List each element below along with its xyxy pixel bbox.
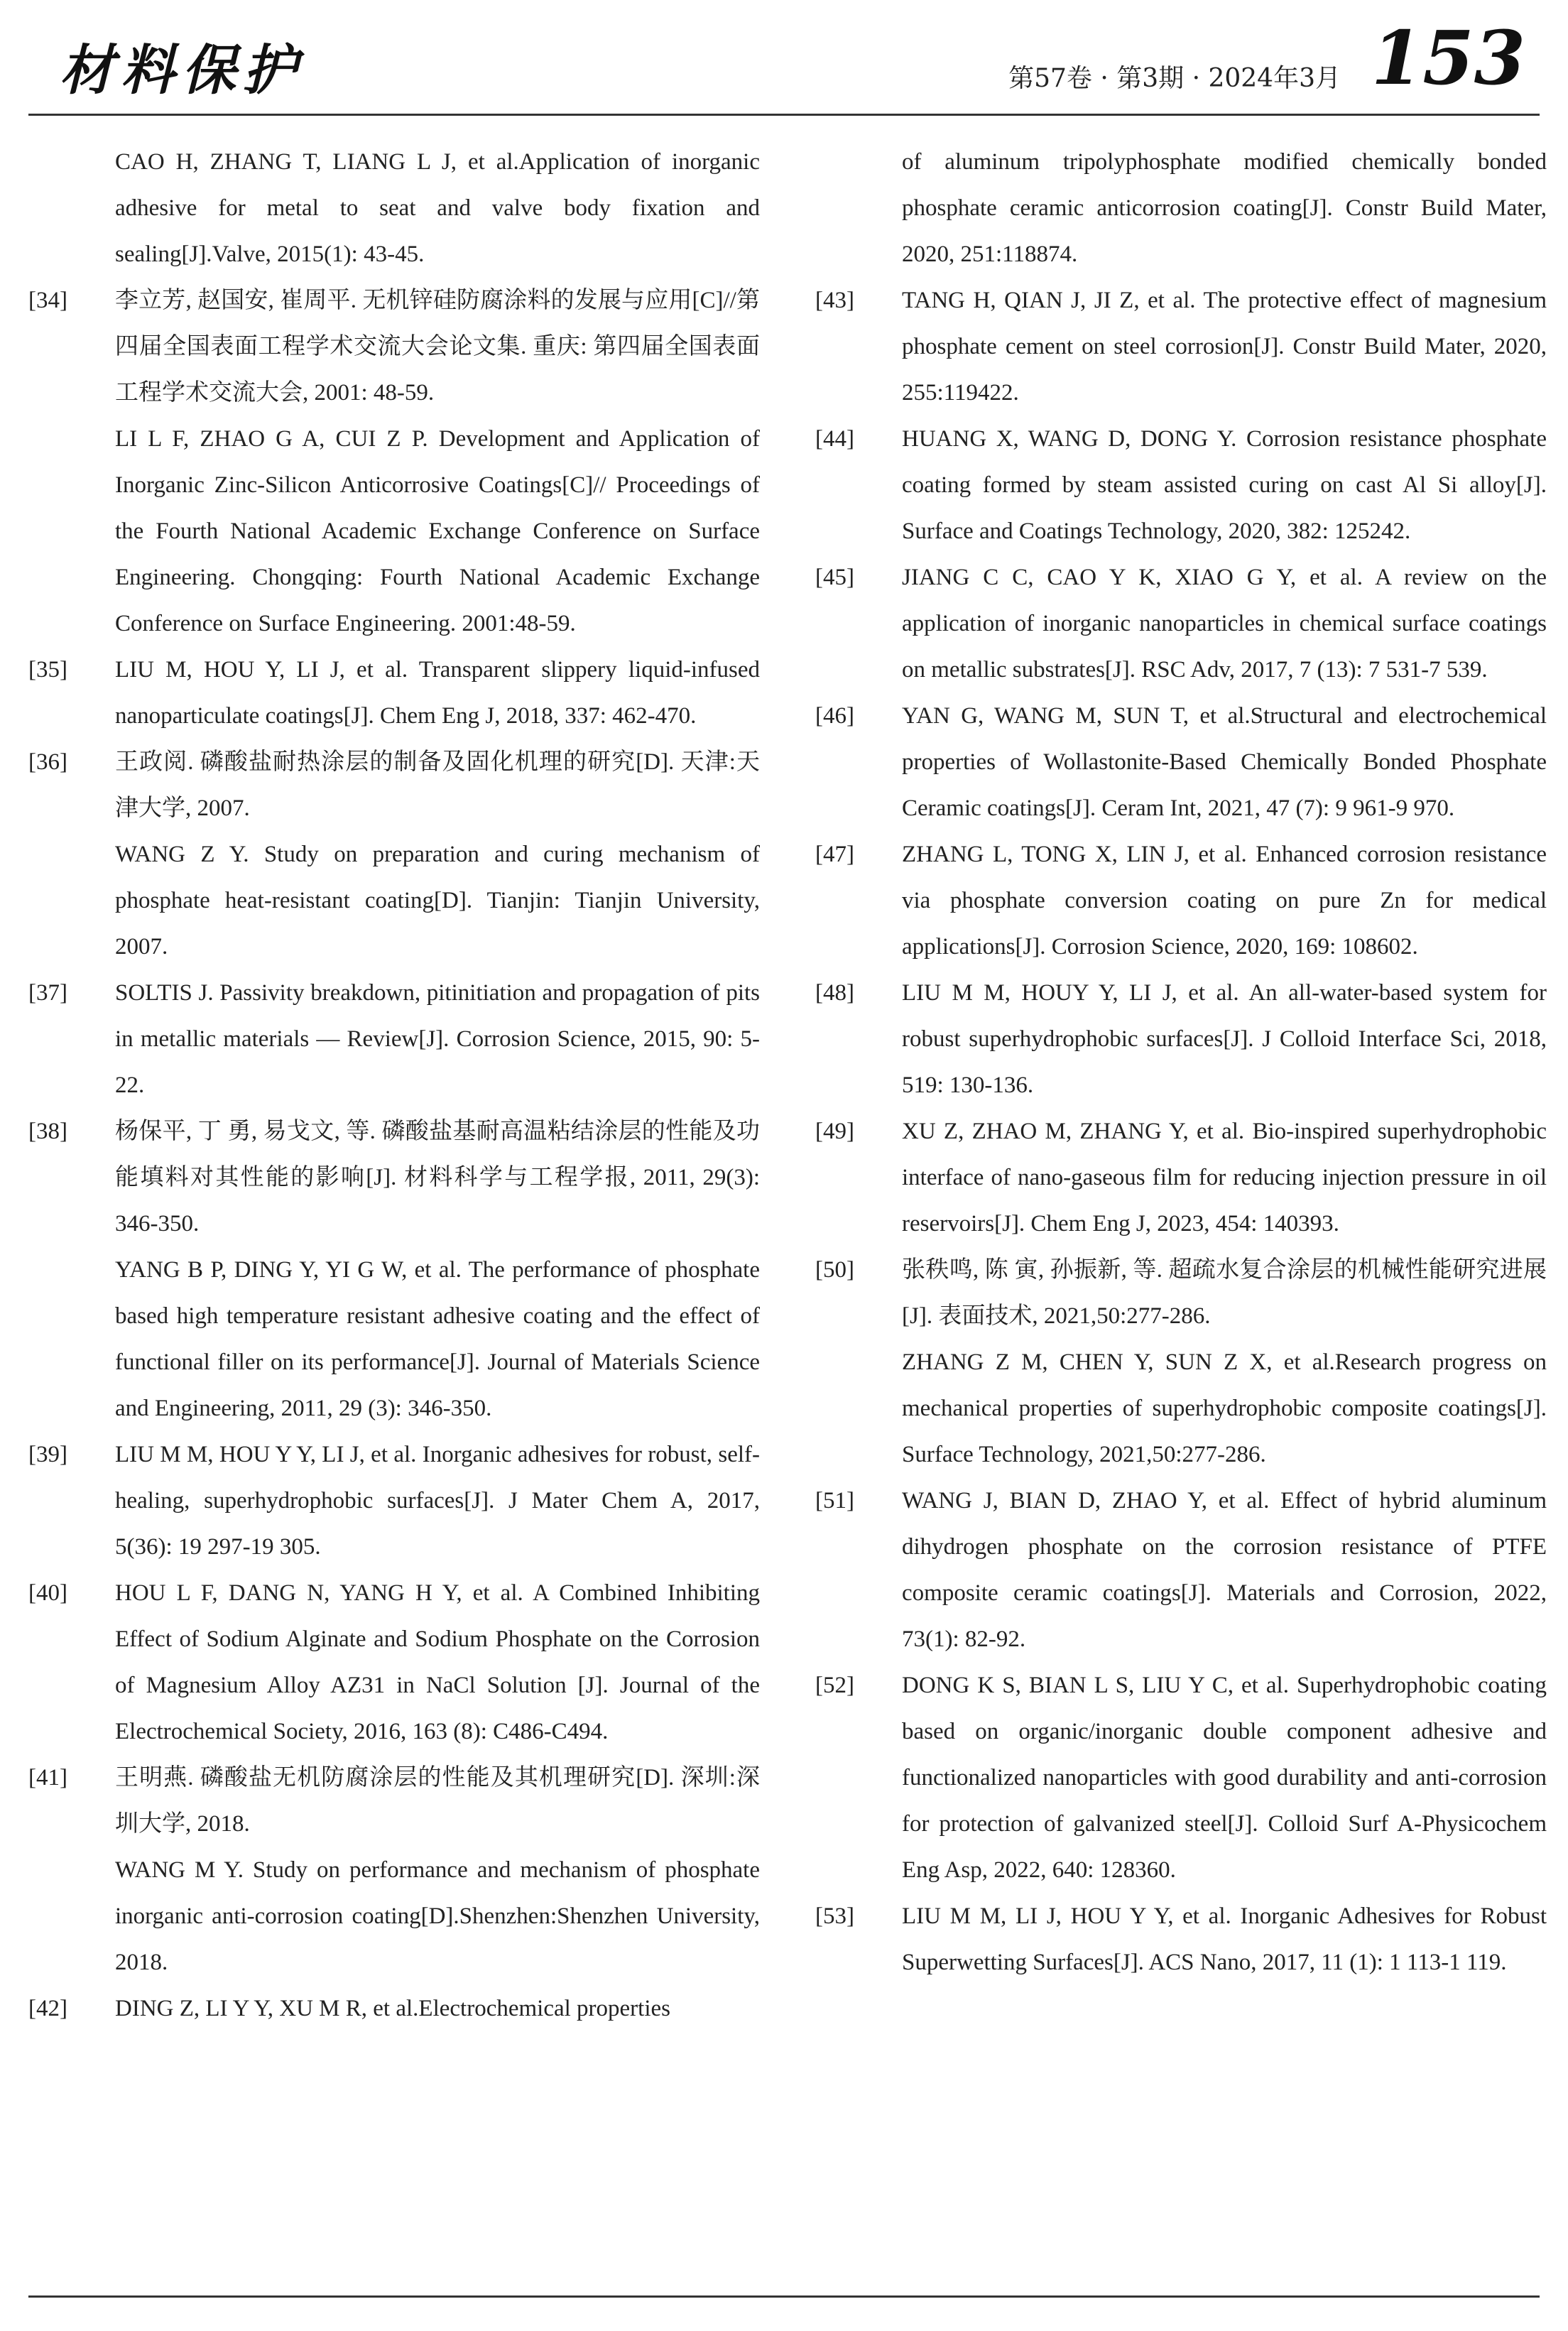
reference-paragraph: YAN G, WANG M, SUN T, et al.Structural and electrochemical properties of Wollastonite-Based Chemically Bonded Phosphate Ceramic coatings[J]. Ceram Int, 2021, 47 (7): 9 961-9 970.: [902, 703, 1547, 821]
reference-entry: [815, 1893, 1547, 1986]
reference-paragraph: 李立芳, 赵国安, 崔周平. 无机锌硅防腐涂料的发展与应用[C]//第四届全国表面工程学术交流大会论文集. 重庆: 第四届全国表面工程学术交流大会, 2001: 48-59.: [115, 288, 760, 406]
reference-paragraph: ZHANG L, TONG X, LIN J, et al. Enhanced corrosion resistance via phosphate conversion coating on pure Zn for medical applications[J]. Corrosion Science, 2020, 169: 108602.: [902, 842, 1547, 960]
reference-number: [37]: [28, 980, 67, 1006]
reference-paragraph: HUANG X, WANG D, DONG Y. Corrosion resistance phosphate coating formed by steam assisted curing on cast Al Si alloy[J]. Surface and Coatings Technology, 2020, 382: 125242.: [902, 426, 1547, 544]
reference-paragraph: TANG H, QIAN J, JI Z, et al. The protective effect of magnesium phosphate cement on steel corrosion[J]. Constr Build Mater, 2020, 255:119422.: [902, 288, 1547, 406]
reference-continuation: CAO H, ZHANG T, LIANG L J, et al.Application of inorganic adhesive for metal to seat and valve body fixation and sealing[J].Valve, 2015(1): 43-45.: [115, 149, 760, 267]
reference-number: [53]: [815, 1903, 854, 1929]
reference-paragraph: LIU M M, HOUY Y, LI J, et al. An all-water-based system for robust superhydrophobic surfaces[J]. J Colloid Interface Sci, 2018, 519: 130-136.: [902, 980, 1547, 1098]
reference-number: [48]: [815, 980, 854, 1006]
reference-number: [36]: [28, 749, 67, 775]
reference-paragraph: DONG K S, BIAN L S, LIU Y C, et al. Superhydrophobic coating based on organic/inorganic double component adhesive and functionalized nanoparticles with good durability and anti-corrosion for protection of galvanized steel[J]. Colloid Surf A-Physicochem Eng Asp, 2022, 640: 128360.: [902, 1673, 1547, 1883]
left-column: [28, 139, 760, 2032]
reference-paragraph: 杨保平, 丁 勇, 易戈文, 等. 磷酸盐基耐高温粘结涂层的性能及功能填料对其性能的影响[J]. 材料科学与工程学报, 2011, 29(3): 346-350.: [115, 1119, 760, 1237]
reference-paragraph: 张秩鸣, 陈 寅, 孙振新, 等. 超疏水复合涂层的机械性能研究进展[J]. 表面技术, 2021,50:277-286.: [902, 1257, 1547, 1329]
reference-paragraph: LI L F, ZHAO G A, CUI Z P. Development and Application of Inorganic Zinc-Silicon Anticorrosive Coatings[C]// Proceedings of the Fourth National Academic Exchange Conference on Surface Engineering. Chongqing: Fourth National Academic Exchange Conference on Surface Engineering. 2001:48-59.: [115, 426, 760, 636]
reference-text: [115, 1109, 760, 1432]
reference-entry: [815, 555, 1547, 693]
reference-text: [902, 278, 1547, 416]
reference-number: [45]: [815, 565, 854, 590]
footer-rule: [28, 2295, 1540, 2298]
reference-text: [902, 832, 1547, 970]
reference-entry: [28, 1755, 760, 1986]
reference-text: [902, 1109, 1547, 1247]
reference-paragraph: 王明燕. 磷酸盐无机防腐涂层的性能及其机理研究[D]. 深圳:深圳大学, 2018.: [115, 1765, 760, 1837]
reference-paragraph: LIU M M, LI J, HOU Y Y, et al. Inorganic Adhesives for Robust Superwetting Surfaces[J]. ACS Nano, 2017, 11 (1): 1 113-1 119.: [902, 1903, 1547, 1975]
reference-number: [43]: [815, 288, 854, 313]
reference-entry: [28, 739, 760, 970]
reference-list: [28, 278, 760, 2032]
reference-text: [902, 693, 1547, 832]
reference-number: [40]: [28, 1580, 67, 1606]
reference-paragraph: DING Z, LI Y Y, XU M R, et al.Electrochemical properties: [115, 1996, 670, 2021]
page-number: 153: [1371, 14, 1525, 102]
reference-entry: [28, 647, 760, 739]
reference-paragraph: WANG Z Y. Study on preparation and curing mechanism of phosphate heat-resistant coating[D]. Tianjin: Tianjin University, 2007.: [115, 842, 760, 960]
reference-number: [41]: [28, 1765, 67, 1791]
reference-number: [51]: [815, 1488, 854, 1514]
reference-paragraph: LIU M M, HOU Y Y, LI J, et al. Inorganic adhesives for robust, self-healing, superhydrophobic surfaces[J]. J Mater Chem A, 2017, 5(36): 19 297-19 305.: [115, 1442, 760, 1560]
reference-text: [115, 1986, 760, 2032]
reference-text: [115, 970, 760, 1109]
reference-entry: [815, 416, 1547, 555]
reference-paragraph: LIU M, HOU Y, LI J, et al. Transparent slippery liquid-infused nanoparticulate coatings[J]. Chem Eng J, 2018, 337: 462-470.: [115, 657, 760, 729]
reference-paragraph: WANG M Y. Study on performance and mechanism of phosphate inorganic anti-corrosion coating[D].Shenzhen:Shenzhen University, 2018.: [115, 1857, 760, 1975]
reference-text: [902, 1663, 1547, 1893]
reference-number: [38]: [28, 1119, 67, 1144]
reference-entry: [815, 693, 1547, 832]
reference-paragraph: WANG J, BIAN D, ZHAO Y, et al. Effect of hybrid aluminum dihydrogen phosphate on the corrosion resistance of PTFE composite ceramic coatings[J]. Materials and Corrosion, 2022, 73(1): 82-92.: [902, 1488, 1547, 1652]
reference-paragraph: SOLTIS J. Passivity breakdown, pitinitiation and propagation of pits in metallic materials — Review[J]. Corrosion Science, 2015, 90: 5-22.: [115, 980, 760, 1098]
reference-entry: [28, 1432, 760, 1570]
reference-number: [47]: [815, 842, 854, 867]
reference-text: [902, 970, 1547, 1109]
reference-paragraph: JIANG C C, CAO Y K, XIAO G Y, et al. A review on the application of inorganic nanoparticles in chemical surface coatings on metallic substrates[J]. RSC Adv, 2017, 7 (13): 7 531-7 539.: [902, 565, 1547, 683]
reference-number: [50]: [815, 1257, 854, 1283]
reference-entry: [815, 1109, 1547, 1247]
reference-continuation: of aluminum tripolyphosphate modified chemically bonded phosphate ceramic anticorrosion coating[J]. Constr Build Mater, 2020, 251:118874.: [902, 149, 1547, 267]
reference-number: [46]: [815, 703, 854, 729]
reference-entry: [28, 278, 760, 647]
reference-text: [902, 555, 1547, 693]
header-rule: [28, 114, 1540, 116]
reference-entry: [28, 1570, 760, 1755]
reference-number: [52]: [815, 1673, 854, 1698]
reference-entry: [815, 970, 1547, 1109]
reference-entry: [815, 1478, 1547, 1663]
page-header: [0, 0, 1568, 135]
reference-number: [44]: [815, 426, 854, 452]
reference-number: [42]: [28, 1996, 67, 2021]
reference-text: [115, 1570, 760, 1755]
reference-number: [49]: [815, 1119, 854, 1144]
reference-text: [115, 278, 760, 647]
reference-text: [115, 647, 760, 739]
reference-text: [902, 1893, 1547, 1986]
issue-info: 第57卷 · 第3期 · 2024年3月: [1008, 64, 1341, 93]
reference-text: [115, 1755, 760, 1986]
reference-entry: [815, 1663, 1547, 1893]
reference-entry: [28, 1109, 760, 1432]
reference-number: [39]: [28, 1442, 67, 1467]
reference-text: [902, 416, 1547, 555]
reference-entry: [28, 1986, 760, 2032]
reference-text: [115, 739, 760, 970]
reference-paragraph: ZHANG Z M, CHEN Y, SUN Z X, et al.Research progress on mechanical properties of superhydrophobic composite coatings[J]. Surface Technology, 2021,50:277-286.: [902, 1349, 1547, 1467]
reference-paragraph: HOU L F, DANG N, YANG H Y, et al. A Combined Inhibiting Effect of Sodium Alginate and Sodium Phosphate on the Corrosion of Magnesium Alloy AZ31 in NaCl Solution [J]. Journal of the Electrochemical Society, 2016, 163 (8): C486-C494.: [115, 1580, 760, 1744]
reference-number: [35]: [28, 657, 67, 683]
right-column: [815, 139, 1547, 1986]
reference-list: [815, 278, 1547, 1986]
reference-paragraph: XU Z, ZHAO M, ZHANG Y, et al. Bio-inspired superhydrophobic interface of nano-gaseous film for reducing injection pressure in oil reservoirs[J]. Chem Eng J, 2023, 454: 140393.: [902, 1119, 1547, 1237]
reference-text: [902, 1247, 1547, 1478]
reference-text: [902, 1478, 1547, 1663]
reference-entry: [815, 278, 1547, 416]
reference-text: [115, 1432, 760, 1570]
reference-entry: [815, 1247, 1547, 1478]
reference-entry: [815, 832, 1547, 970]
reference-paragraph: YANG B P, DING Y, YI G W, et al. The performance of phosphate based high temperature resistant adhesive coating and the effect of functional filler on its performance[J]. Journal of Materials Science and Engineering, 2011, 29 (3): 346-350.: [115, 1257, 760, 1421]
reference-paragraph: 王政阅. 磷酸盐耐热涂层的制备及固化机理的研究[D]. 天津:天津大学, 2007.: [115, 749, 760, 821]
reference-entry: [28, 970, 760, 1109]
reference-number: [34]: [28, 288, 67, 313]
journal-name: 材料保护: [60, 38, 304, 102]
